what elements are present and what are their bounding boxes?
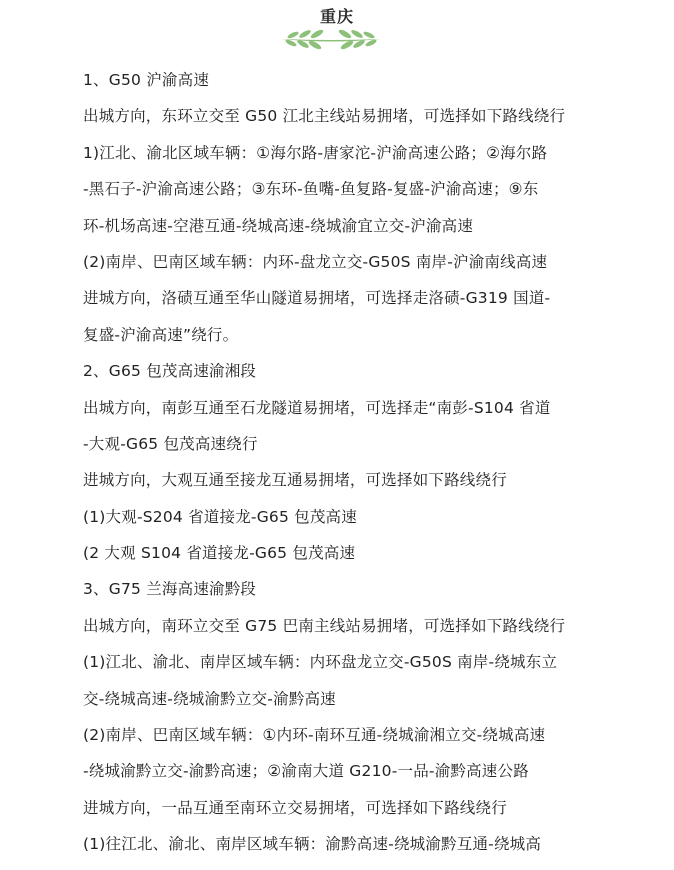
section-heading: 1、G50 沪渝高速 bbox=[83, 71, 210, 89]
paragraph-line: 进城方向，一品互通至南环立交易拥堵，可选择如下路线绕行 bbox=[83, 798, 507, 817]
paragraph-line: -绕城渝黔立交-渝黔高速；②渝南大道 G210-一品-渝黔高速公路 bbox=[83, 762, 529, 781]
paragraph-line: (1)江北、渝北、南岸区域车辆：内环盘龙立交-G50S 南岸-绕城东立 bbox=[83, 653, 558, 672]
paragraph-line: 进城方向，大观互通至接龙互通易拥堵，可选择如下路线绕行 bbox=[83, 471, 507, 490]
paragraph-line: 出城方向，东环立交至 G50 江北主线站易拥堵，可选择如下路线绕行 bbox=[83, 107, 566, 126]
paragraph-line: 出城方向，南环立交至 G75 巴南主线站易拥堵，可选择如下路线绕行 bbox=[83, 616, 566, 635]
paragraph-line: 进城方向，洛碛互通至华山隧道易拥堵，可选择走洛碛-G319 国道- bbox=[83, 289, 551, 308]
paragraph-line: 环-机场高速-空港互通-绕城高速-绕城渝宜立交-沪渝高速 bbox=[83, 216, 474, 235]
document-body bbox=[83, 62, 663, 863]
section-heading: 3、G75 兰海高速渝黔段 bbox=[83, 580, 257, 599]
paragraph-line: 出城方向，南彭互通至石龙隧道易拥堵，可选择走“南彭-S104 省道 bbox=[83, 398, 551, 417]
paragraph-line: (2)南岸、巴南区域车辆：①内环-南环互通-绕城渝湘立交-绕城高速 bbox=[83, 726, 546, 745]
paragraph-line: (1)往江北、渝北、南岸区域车辆：渝黔高速-绕城渝黔互通-绕城高 bbox=[83, 835, 542, 854]
paragraph-line: (2)南岸、巴南区域车辆：内环-盘龙立交-G50S 南岸-沪渝南线高速 bbox=[83, 252, 548, 271]
paragraph-line: (2 大观 S104 省道接龙-G65 包茂高速 bbox=[83, 544, 356, 563]
paragraph-line: 复盛-沪渝高速”绕行。 bbox=[83, 325, 239, 344]
paragraph-line: 1)江北、渝北区域车辆：①海尔路-唐家沱-沪渝高速公路；②海尔路 bbox=[83, 143, 548, 162]
paragraph-line: -大观-G65 包茂高速绕行 bbox=[83, 434, 258, 453]
page-title: 重庆 bbox=[319, 7, 354, 26]
leaf-branch-divider-icon bbox=[279, 28, 383, 50]
paragraph-line: -黑石子-沪渝高速公路；③东环-鱼嘴-鱼复路-复盛-沪渝高速；⑨东 bbox=[83, 180, 539, 199]
paragraph-line: (1)大观-S204 省道接龙-G65 包茂高速 bbox=[83, 507, 357, 526]
section-heading: 2、G65 包茂高速渝湘段 bbox=[83, 362, 257, 381]
paragraph-line: 交-绕城高速-绕城渝黔立交-渝黔高速 bbox=[83, 689, 336, 708]
